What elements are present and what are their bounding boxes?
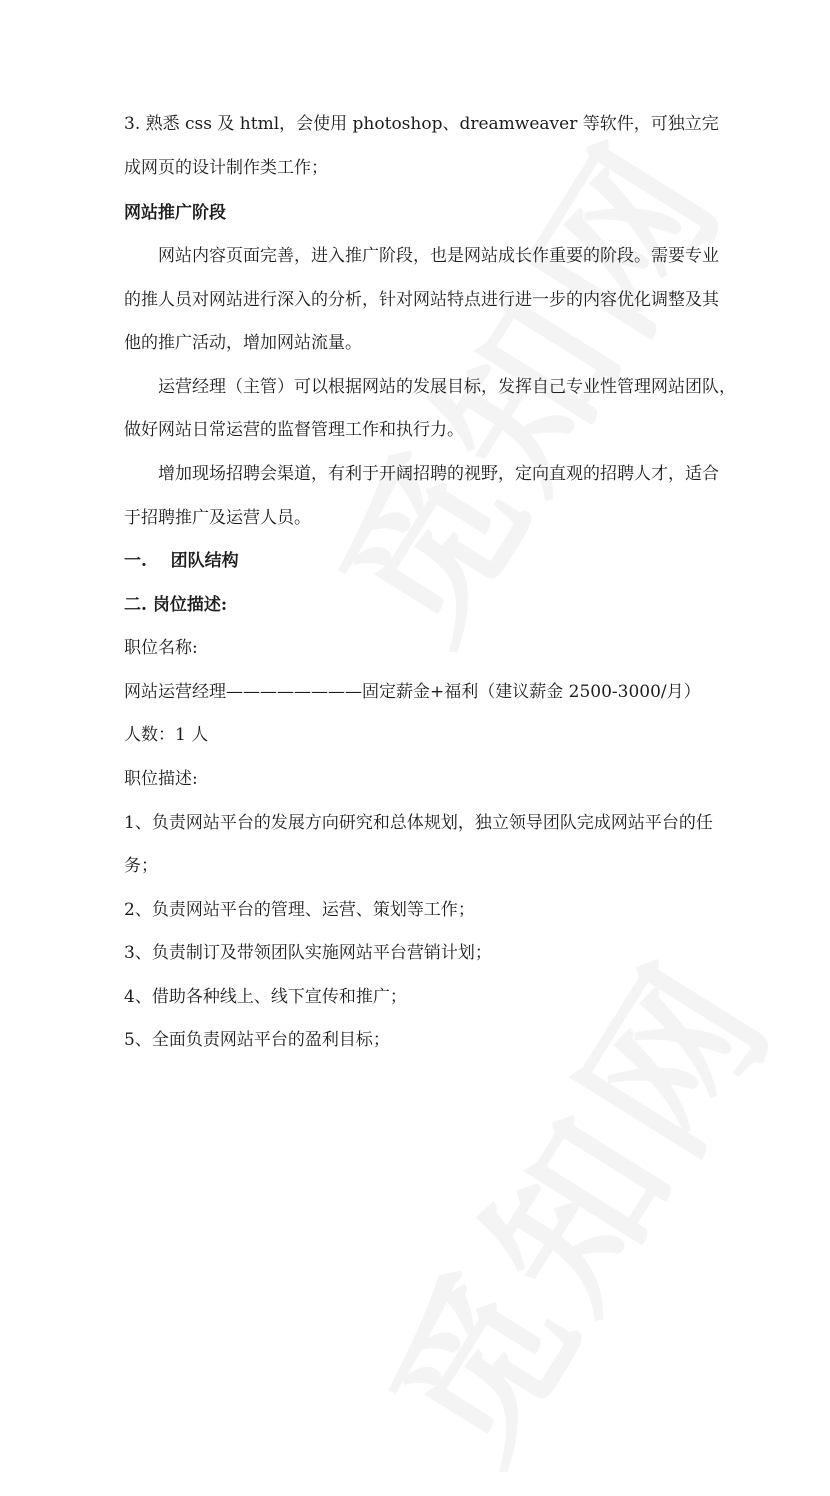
duty-1-line-1: 1、负责网站平台的发展方向研究和总体规划，独立领导团队完成网站平台的任	[124, 813, 713, 833]
skill-3-line-1: 3. 熟悉 css 及 html，会使用 photoshop、dreamweaver 等软件，可独立完	[124, 114, 719, 134]
skill-3-line-2: 成网页的设计制作类工作；	[124, 158, 328, 178]
promo-paragraph-2-line-2: 做好网站日常运营的监督管理工作和执行力。	[124, 420, 464, 440]
headcount: 人数：1 人	[124, 725, 209, 745]
section-team-structure: 一. 团队结构	[124, 551, 239, 571]
job-name-label: 职位名称:	[124, 638, 198, 658]
promo-paragraph-3-line-1: 增加现场招聘会渠道，有利于开阔招聘的视野，定向直观的招聘人才，适合	[158, 464, 719, 484]
duty-2: 2、负责网站平台的管理、运营、策划等工作；	[124, 900, 475, 920]
job-desc-label: 职位描述:	[124, 769, 198, 789]
promo-paragraph-2-line-1: 运营经理（主管）可以根据网站的发展目标，发挥自己专业性管理网站团队，	[158, 377, 736, 397]
section-job-description: 二. 岗位描述:	[124, 595, 228, 615]
heading-promotion-stage: 网站推广阶段	[124, 203, 226, 223]
duty-1-line-2: 务；	[124, 856, 158, 876]
promo-paragraph-1-line-2: 的推人员对网站进行深入的分析，针对网站特点进行进一步的内容优化调整及其	[124, 290, 719, 310]
duty-5: 5、全面负责网站平台的盈利目标；	[124, 1030, 390, 1050]
promo-paragraph-1-line-3: 他的推广活动，增加网站流量。	[124, 333, 362, 353]
duty-4: 4、借助各种线上、线下宣传和推广；	[124, 987, 407, 1007]
promo-paragraph-1-line-1: 网站内容页面完善，进入推广阶段，也是网站成长作重要的阶段。需要专业	[158, 246, 719, 266]
promo-paragraph-3-line-2: 于招聘推广及运营人员。	[124, 508, 311, 528]
duty-3: 3、负责制订及带领团队实施网站平台营销计划；	[124, 943, 492, 963]
job-title-salary: 网站运营经理————————固定薪金+福利（建议薪金 2500-3000/月）	[124, 682, 701, 702]
